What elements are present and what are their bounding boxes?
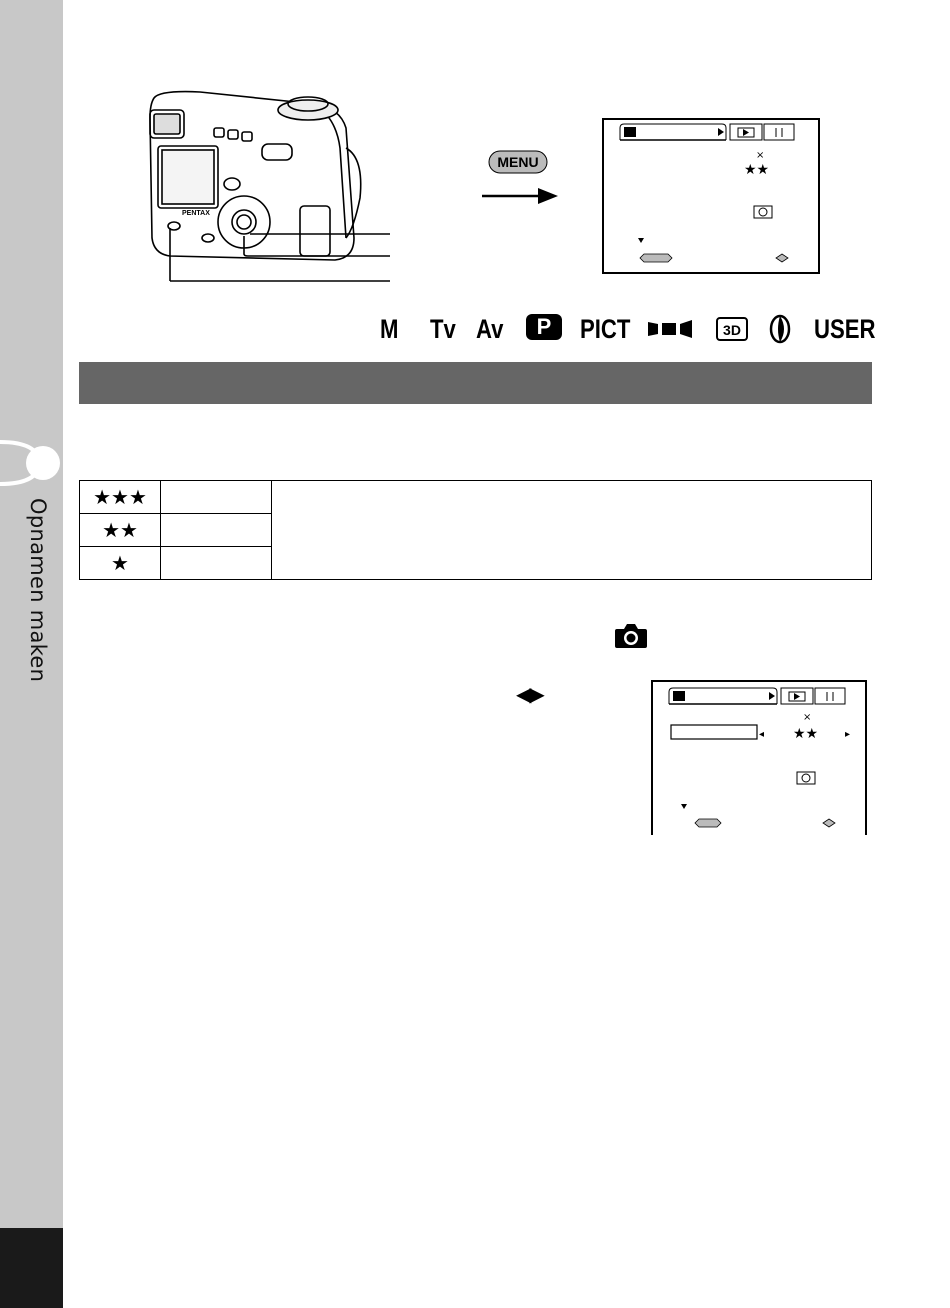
arrow-right-icon xyxy=(482,186,558,206)
chapter-number-circle xyxy=(26,446,60,480)
camera-icon xyxy=(614,621,648,649)
camera-brand-text: PENTAX xyxy=(182,210,210,217)
mode-m-icon: M xyxy=(380,314,399,344)
lcd1-x-mark: × xyxy=(756,150,765,161)
panorama-icon xyxy=(648,318,694,340)
svg-text:3D: 3D xyxy=(723,322,741,338)
sidebar-page-block xyxy=(0,1228,63,1308)
quality-name-1 xyxy=(161,547,272,580)
quality-stars-2: ★★ xyxy=(80,514,161,547)
exposure-mode-icons xyxy=(380,312,876,348)
lcd2-left-arrow: ◂ xyxy=(759,729,765,740)
section-title-bar xyxy=(79,362,872,404)
menu-screen-before xyxy=(602,118,820,274)
mode-av-icon: Av xyxy=(476,314,504,344)
chapter-label: Opnamen maken xyxy=(26,498,50,683)
mode-p-icon: P xyxy=(526,314,562,340)
quality-stars-3: ★★★ xyxy=(80,481,161,514)
quality-description xyxy=(272,481,872,580)
table-row xyxy=(80,481,872,514)
menu-screen-after xyxy=(651,680,867,835)
camera-illustration xyxy=(140,88,410,288)
menu-button-icon xyxy=(488,150,548,174)
quality-level-table xyxy=(79,480,872,580)
quality-stars-1: ★ xyxy=(80,547,161,580)
lcd1-stars: ★★ xyxy=(744,162,770,178)
mode-pict-icon: PICT xyxy=(580,314,631,344)
quality-name-3 xyxy=(161,481,272,514)
lcd2-x-mark: × xyxy=(803,712,812,723)
quality-name-2 xyxy=(161,514,272,547)
filter-icon xyxy=(768,314,792,344)
svg-text:MENU: MENU xyxy=(497,154,539,170)
mode-user-icon: USER xyxy=(814,314,876,344)
left-right-arrows-icon: ◀▶ xyxy=(516,682,543,706)
lcd2-right-arrow: ▸ xyxy=(845,729,851,740)
mode-tv-icon: Tv xyxy=(430,314,456,344)
lcd2-stars: ★★ xyxy=(793,726,819,742)
mode-3d-icon xyxy=(716,316,748,342)
